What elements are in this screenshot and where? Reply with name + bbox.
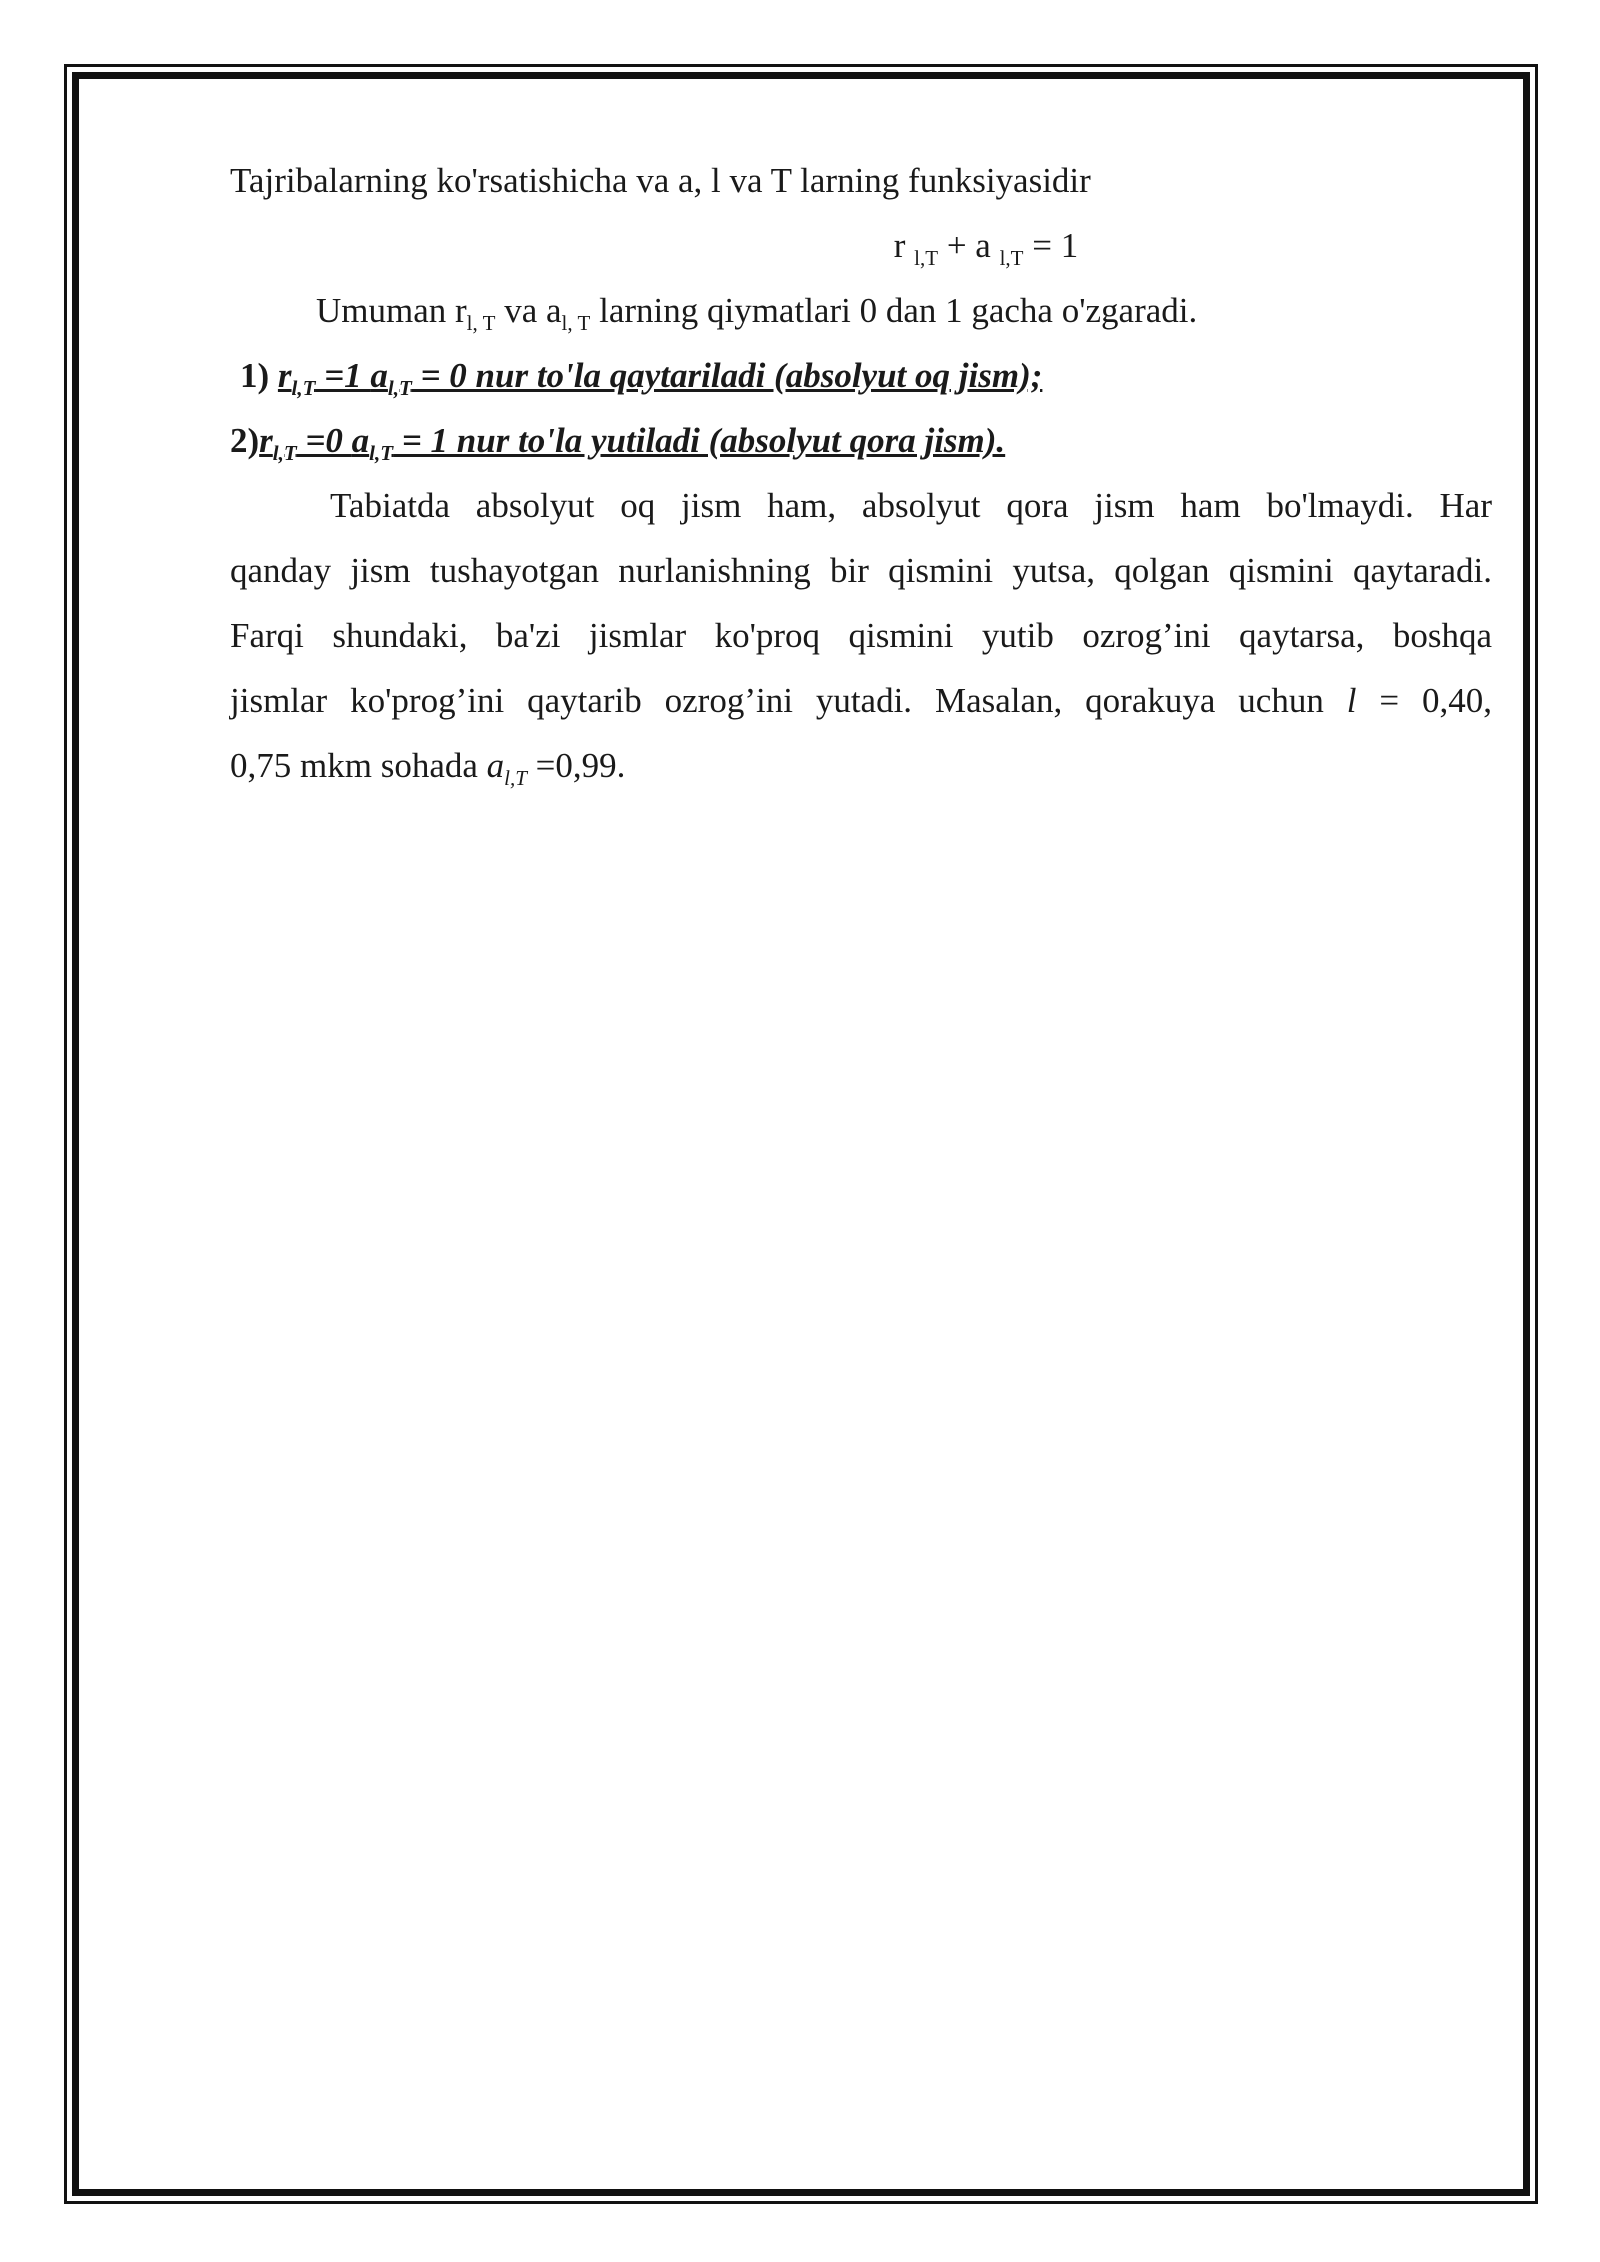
list-item-1: 1) $r_{l,T} =1$ $a_{l,T} = 0$ nur to'la qaytariladi (absolyut oq jism); — [240, 356, 1043, 400]
paragraph-line-2: qanday jism tushayotgan nurlanishning bir qismini yutsa, qolgan qismini qaytaradi. — [230, 551, 1492, 590]
list-item-2: $2)r_{l,T} =0$ $a_{l,T} = 1$ nur to'la yutiladi (absolyut qora jism). — [230, 421, 1006, 465]
range-line: Umuman $r_{l, T}$ va $a_{l, T}$ larning qiymatlari 0 dan 1 gacha o'zgaradi. — [316, 291, 1198, 335]
intro-line: Tajribalarning ko'rsatishicha va a, l va T larning funksiyasidir — [230, 161, 1091, 200]
paragraph-line-5: 0,75 mkm sohada $a_{l,T} =0,99$. — [230, 746, 626, 790]
paragraph-line-3: Farqi shundaki, ba'zi jismlar ko'proq qismini yutib ozrog’ini qaytarsa, boshqa — [230, 616, 1492, 655]
document-body — [230, 148, 1492, 798]
equation: r $_{l,T}$ + a $_{l,T}$ = 1 — [893, 226, 1079, 270]
paragraph-line-1: Tabiatda absolyut oq jism ham, absolyut qora jism ham bo'lmaydi. Har — [330, 486, 1492, 525]
paragraph — [230, 473, 1492, 798]
paragraph-line-4: jismlar ko'prog’ini qaytarib ozrog’ini yutadi. Masalan, qorakuya uchun l = 0,40, — [230, 681, 1492, 720]
